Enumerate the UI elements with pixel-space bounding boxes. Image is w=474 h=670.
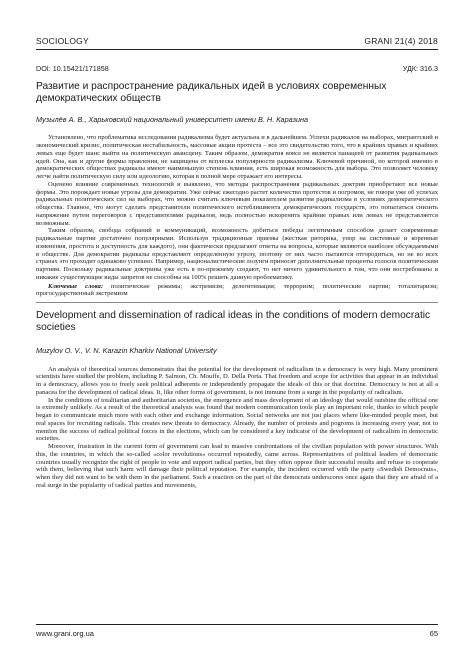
- ru-authors: Музылёв А. В., Харьковский национальный университет имени В. Н. Каразина: [36, 115, 309, 125]
- en-paragraph-1: An analysis of theoretical sources demonstrates that the potential for the development of radicalism in a democracy is very high. Many prominent scientists have studied the problem, including P. Salmon, Ch. Mouffe, D. Della Porta. That freedom and scope for activities that appear in an individual in a democracy, allows you to freely seek political adherents or independently propagate the ideals of this or that doctrine. Democracy is not at all a panacea for the development of radical ideas. It, like other forms of government, is not immune from a surge in the popularity of radicalism.: [36, 365, 438, 396]
- doi[interactable]: DOI: 10.15421/171858: [36, 64, 109, 73]
- en-paragraph-2: In the conditions of totalitarian and authoritarian societies, the emergence and mass development of an ideology that would outshine the official one is extremely unlikely. As a result of the theoretical analysis was found that modern communication tools play an important role, thanks to which people began to communicate much more with each other and exchange information. Social networks are not just places where like-minded people meet, but real spaces for recruiting radicals. This creates new threats to democracy. Already, the number of protests and pogroms is increasing every year, not to mention the success of radical political forces in the elections, which can be considered a key indicator of the development of radicalism in democratic societies.: [36, 396, 438, 443]
- keywords-text: политические режимы; экстремизм; делегитимация; терроризм; политические партии; тоталитаризм; прогосударственный экстремизм: [36, 282, 438, 298]
- ru-abstract: [36, 134, 438, 298]
- en-authors: Muzylov O. V., V. N. Karazin Kharkiv National University: [36, 345, 217, 355]
- footer-rule: [36, 624, 438, 625]
- header-rule: [36, 49, 438, 50]
- en-title: Development and dissemination of radical ideas in the conditions of modern democratic societies: [36, 310, 431, 334]
- ru-keywords: [36, 283, 438, 299]
- keywords-label: Ключевые слова:: [48, 282, 104, 290]
- journal-issue: GRANI 21(4) 2018: [364, 36, 438, 46]
- en-abstract: [36, 366, 438, 490]
- ru-paragraph-2: Оценено влияние современных технологий и выявлено, что методы распространения радикальных доктрин приобретают все новые формы. Это порождает новые угрозы для демократии. Уже сейчас ежегодно растет количество протестов и погромов, не говоря уже об успехах радикальных политических сил на выборах, что можно считать ключевым показателем развития радикализма в условиях демократического общества. Главное, что могут сделать представители политического истеблишмента демократических государств, это попытаться снизить напряжение путем переговоров с представителями радикалов, ведь полностью искоренить крайние правых или левых не представляется возможным.: [36, 180, 438, 227]
- running-header: [36, 36, 438, 46]
- footer-site-link[interactable]: www.grani.org.ua: [36, 629, 94, 638]
- section-label: SOCIOLOGY: [36, 36, 89, 46]
- article-meta: [36, 64, 438, 73]
- ru-paragraph-1: Установлено, что проблематика исследования радикализма будет актуальна и в дальнейшем. Успехи радикалов на выборах, мигрантский и экономический кризис, политическая нестабильность, массовые акции протеста – все это свидетельство того, что в крайних правых и крайних левых еще будет шанс выйти на политическую авансцену. Таким образом, демократия вовсе не является панацеей от развития радикальных идей. Она, как и другие формы правления, не защищена от всплеска популярности радикализма. Ключевой причиной, по которой именно в демократических обществах радикалы имеют наименьшую степень влияния, есть широкая возможность для выбора. Это позволяет человеку легче найти политическую силу или идеологию, которая в полной мере отражает его интересы.: [36, 134, 438, 181]
- udk: УДК: 316.3: [402, 64, 438, 73]
- article-page: [36, 36, 438, 490]
- en-paragraph-3: Moreover, frustration in the current form of government can lead to massive confrontations of the civilian population with power structures. With this, the countries, in which the so-called «color revolutions» occurred repeatedly, came across. Representatives of political leaders of democratic countries usually recognize the right of people to vote and support radical parties, but they often oppose their successful results and refuse to cooperate with them, believing that such harm will damage their political reputation. For example, the incident occurred with the party «Swedish Democrats», when they did not want to be with them in the parliament. Such a reaction on the part of the democrats underscores once again that they are afraid of a real surge in the popularity of radical parties and movements,: [36, 443, 438, 489]
- ru-title: Развитие и распространение радикальных идей в условиях современных демократических обществ: [36, 81, 387, 105]
- page-number: 65: [429, 629, 438, 638]
- section-divider: [36, 302, 438, 303]
- ru-paragraph-3: Таким образом, свобода собраний и коммуникаций, возможность добиться победы легитимным способом делает современные радикальные партии достаточно популярными. Используя традиционные приемы (жесткая риторика, упор на системные и коренные изменения, простота и доступность для каждого), они фактически предлагают ответы на вопросы, которые являются наиболее обсуждаемыми в обществе. Для демократии радикалы представляют определенную угрозу, поэтому от них часто пытаются отгородиться, но не во всех странах это проходит одинаково успешно. Например, националистические лозунги приносят дополнительные проценты голосов политическим партиям. Поскольку радикальные доктрины уже есть в по-прежнему создают, то нет ничего удивительного в том, что они востребованы и никакие существующие виды запретов не способны на 100% решить данную проблематику.: [36, 227, 438, 281]
- page-footer: [36, 624, 438, 638]
